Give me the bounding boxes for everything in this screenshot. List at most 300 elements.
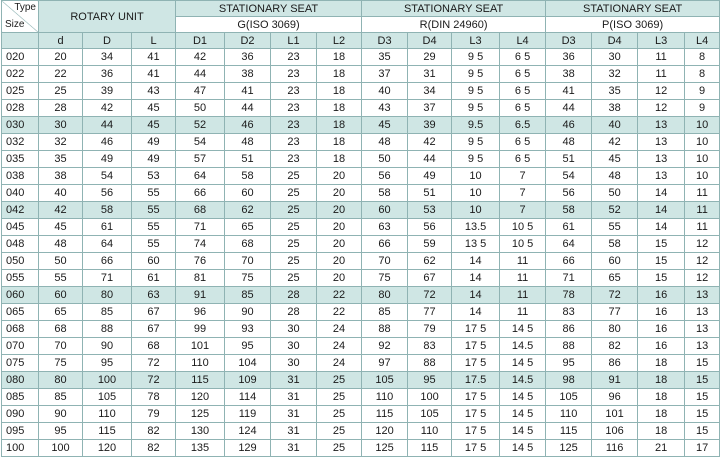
value-cell: 62	[408, 253, 452, 270]
value-cell: 95	[83, 355, 132, 372]
value-cell: 55	[132, 185, 176, 202]
value-cell: 96	[176, 304, 225, 321]
size-label: Size	[5, 19, 25, 30]
column-header: L3	[638, 33, 685, 49]
value-cell: 8	[685, 49, 720, 66]
table-row	[2, 270, 720, 287]
value-cell: 114	[225, 389, 271, 406]
value-cell: 101	[176, 338, 225, 355]
table-row	[2, 355, 720, 372]
value-cell: 15	[638, 270, 685, 287]
header-row-1	[2, 1, 720, 17]
value-cell: 52	[592, 202, 638, 219]
value-cell: 68	[176, 202, 225, 219]
value-cell: 58	[83, 202, 132, 219]
value-cell: 91	[176, 287, 225, 304]
table-row	[2, 406, 720, 423]
value-cell: 35	[362, 49, 408, 66]
size-cell: 068	[2, 321, 39, 338]
value-cell: 8	[685, 66, 720, 83]
size-cell: 035	[2, 151, 39, 168]
value-cell: 38	[225, 66, 271, 83]
value-cell: 61	[83, 219, 132, 236]
value-cell: 31	[271, 440, 317, 457]
value-cell: 25	[317, 389, 362, 406]
value-cell: 35	[592, 83, 638, 100]
value-cell: 10	[685, 151, 720, 168]
value-cell: 16	[638, 304, 685, 321]
value-cell: 93	[225, 321, 271, 338]
size-cell: 040	[2, 185, 39, 202]
table-row	[2, 219, 720, 236]
value-cell: 14 5	[500, 406, 546, 423]
value-cell: 48	[362, 134, 408, 151]
value-cell: 6.5	[500, 117, 546, 134]
value-cell: 25	[271, 202, 317, 219]
value-cell: 110	[546, 406, 592, 423]
value-cell: 15	[685, 355, 720, 372]
value-cell: 23	[271, 151, 317, 168]
value-cell: 55	[132, 219, 176, 236]
size-cell: 100	[2, 440, 39, 457]
value-cell: 56	[83, 185, 132, 202]
column-header: L1	[271, 33, 317, 49]
table-row	[2, 304, 720, 321]
value-cell: 48	[592, 168, 638, 185]
value-cell: 58	[362, 185, 408, 202]
value-cell: 77	[592, 304, 638, 321]
value-cell: 17 5	[452, 355, 500, 372]
value-cell: 79	[132, 406, 176, 423]
value-cell: 104	[225, 355, 271, 372]
value-cell: 28	[271, 304, 317, 321]
value-cell: 95	[225, 338, 271, 355]
value-cell: 58	[546, 202, 592, 219]
value-cell: 105	[408, 406, 452, 423]
value-cell: 30	[271, 355, 317, 372]
value-cell: 58	[592, 236, 638, 253]
table-row	[2, 117, 720, 134]
value-cell: 18	[638, 389, 685, 406]
value-cell: 41	[132, 66, 176, 83]
value-cell: 28	[39, 100, 83, 117]
value-cell: 18	[638, 423, 685, 440]
table-row	[2, 202, 720, 219]
value-cell: 25	[317, 406, 362, 423]
value-cell: 67	[132, 321, 176, 338]
value-cell: 22	[317, 304, 362, 321]
value-cell: 17 5	[452, 389, 500, 406]
value-cell: 92	[362, 338, 408, 355]
value-cell: 14 5	[500, 440, 546, 457]
value-cell: 11	[638, 66, 685, 83]
value-cell: 17 5	[452, 440, 500, 457]
table-row	[2, 372, 720, 389]
value-cell: 14	[638, 185, 685, 202]
value-cell: 25	[317, 423, 362, 440]
value-cell: 109	[225, 372, 271, 389]
size-cell: 070	[2, 338, 39, 355]
value-cell: 75	[39, 355, 83, 372]
value-cell: 75	[225, 270, 271, 287]
value-cell: 45	[132, 117, 176, 134]
value-cell: 43	[362, 100, 408, 117]
seat-g-header: STATIONARY SEAT	[176, 1, 362, 17]
size-cell: 050	[2, 253, 39, 270]
table-row	[2, 100, 720, 117]
value-cell: 14	[638, 219, 685, 236]
value-cell: 72	[132, 372, 176, 389]
value-cell: 88	[546, 338, 592, 355]
value-cell: 55	[592, 219, 638, 236]
value-cell: 25	[271, 270, 317, 287]
value-cell: 46	[225, 117, 271, 134]
value-cell: 42	[83, 100, 132, 117]
value-cell: 23	[271, 49, 317, 66]
table-row	[2, 83, 720, 100]
value-cell: 24	[317, 321, 362, 338]
value-cell: 45	[39, 219, 83, 236]
value-cell: 14	[452, 287, 500, 304]
value-cell: 38	[592, 100, 638, 117]
value-cell: 68	[39, 321, 83, 338]
value-cell: 10	[452, 185, 500, 202]
value-cell: 45	[132, 100, 176, 117]
value-cell: 54	[176, 134, 225, 151]
value-cell: 48	[39, 236, 83, 253]
value-cell: 31	[271, 372, 317, 389]
value-cell: 14.5	[500, 372, 546, 389]
value-cell: 78	[132, 389, 176, 406]
value-cell: 20	[39, 49, 83, 66]
value-cell: 15	[638, 236, 685, 253]
value-cell: 44	[83, 117, 132, 134]
value-cell: 91	[592, 372, 638, 389]
value-cell: 23	[271, 100, 317, 117]
column-header: D4	[592, 33, 638, 49]
value-cell: 66	[83, 253, 132, 270]
value-cell: 90	[83, 338, 132, 355]
value-cell: 88	[362, 321, 408, 338]
column-header: D3	[546, 33, 592, 49]
value-cell: 63	[362, 219, 408, 236]
value-cell: 18	[638, 355, 685, 372]
size-cell: 055	[2, 270, 39, 287]
value-cell: 115	[176, 372, 225, 389]
value-cell: 49	[83, 151, 132, 168]
size-cell: 048	[2, 236, 39, 253]
value-cell: 120	[362, 423, 408, 440]
table-row	[2, 151, 720, 168]
value-cell: 23	[271, 134, 317, 151]
value-cell: 47	[176, 83, 225, 100]
value-cell: 100	[83, 372, 132, 389]
value-cell: 74	[176, 236, 225, 253]
value-cell: 70	[362, 253, 408, 270]
value-cell: 63	[132, 287, 176, 304]
value-cell: 17	[685, 440, 720, 457]
value-cell: 18	[317, 100, 362, 117]
value-cell: 36	[83, 66, 132, 83]
value-cell: 64	[176, 168, 225, 185]
value-cell: 14	[638, 202, 685, 219]
value-cell: 34	[408, 83, 452, 100]
value-cell: 86	[592, 355, 638, 372]
value-cell: 9 5	[452, 66, 500, 83]
value-cell: 79	[408, 321, 452, 338]
value-cell: 20	[317, 270, 362, 287]
value-cell: 86	[546, 321, 592, 338]
value-cell: 42	[592, 134, 638, 151]
value-cell: 13.5	[452, 219, 500, 236]
table-row	[2, 134, 720, 151]
value-cell: 12	[638, 100, 685, 117]
value-cell: 82	[592, 338, 638, 355]
value-cell: 72	[132, 355, 176, 372]
value-cell: 44	[225, 100, 271, 117]
value-cell: 98	[546, 372, 592, 389]
value-cell: 83	[408, 338, 452, 355]
value-cell: 66	[176, 185, 225, 202]
value-cell: 34	[83, 49, 132, 66]
column-header: L4	[500, 33, 546, 49]
value-cell: 23	[271, 117, 317, 134]
value-cell: 90	[39, 406, 83, 423]
value-cell: 11	[638, 49, 685, 66]
value-cell: 29	[408, 49, 452, 66]
value-cell: 48	[546, 134, 592, 151]
value-cell: 88	[408, 355, 452, 372]
size-cell: 075	[2, 355, 39, 372]
value-cell: 10 5	[500, 219, 546, 236]
value-cell: 50	[592, 185, 638, 202]
value-cell: 15	[685, 423, 720, 440]
value-cell: 10	[452, 202, 500, 219]
value-cell: 11	[500, 270, 546, 287]
value-cell: 9 5	[452, 100, 500, 117]
value-cell: 44	[408, 151, 452, 168]
value-cell: 17 5	[452, 338, 500, 355]
value-cell: 13	[685, 338, 720, 355]
value-cell: 25	[271, 219, 317, 236]
value-cell: 12	[685, 253, 720, 270]
value-cell: 60	[132, 253, 176, 270]
value-cell: 85	[83, 304, 132, 321]
value-cell: 116	[592, 440, 638, 457]
value-cell: 14 5	[500, 355, 546, 372]
value-cell: 10	[685, 117, 720, 134]
value-cell: 96	[592, 389, 638, 406]
seat-p-header: STATIONARY SEAT	[546, 1, 720, 17]
value-cell: 10	[685, 134, 720, 151]
value-cell: 32	[39, 134, 83, 151]
value-cell: 20	[317, 168, 362, 185]
value-cell: 17 5	[452, 423, 500, 440]
value-cell: 48	[225, 134, 271, 151]
value-cell: 135	[176, 440, 225, 457]
value-cell: 10	[452, 168, 500, 185]
value-cell: 64	[546, 236, 592, 253]
value-cell: 20	[317, 253, 362, 270]
table-body	[2, 49, 720, 457]
value-cell: 13	[638, 151, 685, 168]
value-cell: 50	[362, 151, 408, 168]
value-cell: 25	[317, 372, 362, 389]
value-cell: 7	[500, 168, 546, 185]
value-cell: 16	[638, 287, 685, 304]
value-cell: 16	[638, 338, 685, 355]
size-cell: 025	[2, 83, 39, 100]
value-cell: 83	[546, 304, 592, 321]
value-cell: 25	[271, 253, 317, 270]
value-cell: 31	[408, 66, 452, 83]
value-cell: 20	[317, 185, 362, 202]
size-cell: 022	[2, 66, 39, 83]
value-cell: 37	[362, 66, 408, 83]
value-cell: 110	[362, 389, 408, 406]
value-cell: 17.5	[452, 372, 500, 389]
value-cell: 30	[271, 338, 317, 355]
value-cell: 105	[83, 389, 132, 406]
value-cell: 71	[546, 270, 592, 287]
value-cell: 18	[638, 406, 685, 423]
value-cell: 15	[638, 253, 685, 270]
column-header: L2	[317, 33, 362, 49]
size-cell: 032	[2, 134, 39, 151]
value-cell: 105	[362, 372, 408, 389]
value-cell: 15	[685, 389, 720, 406]
seat-r-header: STATIONARY SEAT	[362, 1, 546, 17]
value-cell: 110	[176, 355, 225, 372]
value-cell: 72	[592, 287, 638, 304]
value-cell: 54	[546, 168, 592, 185]
value-cell: 61	[132, 270, 176, 287]
value-cell: 115	[408, 440, 452, 457]
value-cell: 9	[685, 100, 720, 117]
size-cell: 080	[2, 372, 39, 389]
value-cell: 17 5	[452, 406, 500, 423]
value-cell: 68	[225, 236, 271, 253]
value-cell: 129	[225, 440, 271, 457]
value-cell: 95	[546, 355, 592, 372]
value-cell: 35	[39, 151, 83, 168]
value-cell: 14 5	[500, 389, 546, 406]
value-cell: 9.5	[452, 117, 500, 134]
value-cell: 95	[39, 423, 83, 440]
value-cell: 38	[546, 66, 592, 83]
value-cell: 50	[176, 100, 225, 117]
value-cell: 49	[132, 134, 176, 151]
value-cell: 31	[271, 389, 317, 406]
value-cell: 13	[638, 168, 685, 185]
value-cell: 39	[408, 117, 452, 134]
column-header: D1	[176, 33, 225, 49]
value-cell: 46	[83, 134, 132, 151]
value-cell: 55	[39, 270, 83, 287]
value-cell: 72	[408, 287, 452, 304]
value-cell: 36	[225, 49, 271, 66]
value-cell: 51	[408, 185, 452, 202]
value-cell: 54	[83, 168, 132, 185]
value-cell: 6 5	[500, 49, 546, 66]
value-cell: 18	[317, 49, 362, 66]
size-cell: 095	[2, 423, 39, 440]
value-cell: 6 5	[500, 134, 546, 151]
value-cell: 31	[271, 423, 317, 440]
value-cell: 25	[317, 440, 362, 457]
value-cell: 55	[132, 236, 176, 253]
value-cell: 97	[362, 355, 408, 372]
value-cell: 105	[546, 389, 592, 406]
value-cell: 110	[408, 423, 452, 440]
value-cell: 80	[39, 372, 83, 389]
value-cell: 70	[39, 338, 83, 355]
value-cell: 13	[685, 321, 720, 338]
column-header: D3	[362, 33, 408, 49]
value-cell: 56	[546, 185, 592, 202]
value-cell: 44	[546, 100, 592, 117]
table-row	[2, 423, 720, 440]
value-cell: 46	[546, 117, 592, 134]
value-cell: 14	[452, 304, 500, 321]
value-cell: 7	[500, 185, 546, 202]
value-cell: 53	[408, 202, 452, 219]
value-cell: 37	[408, 100, 452, 117]
value-cell: 43	[132, 83, 176, 100]
value-cell: 10	[685, 168, 720, 185]
value-cell: 18	[317, 117, 362, 134]
value-cell: 44	[176, 66, 225, 83]
value-cell: 6 5	[500, 83, 546, 100]
value-cell: 65	[592, 270, 638, 287]
value-cell: 50	[39, 253, 83, 270]
value-cell: 88	[83, 321, 132, 338]
value-cell: 99	[176, 321, 225, 338]
column-header: D4	[408, 33, 452, 49]
value-cell: 70	[225, 253, 271, 270]
value-cell: 115	[362, 406, 408, 423]
table-row	[2, 49, 720, 66]
value-cell: 120	[176, 389, 225, 406]
value-cell: 67	[132, 304, 176, 321]
value-cell: 13	[638, 117, 685, 134]
size-cell: 060	[2, 287, 39, 304]
value-cell: 13	[685, 304, 720, 321]
value-cell: 66	[546, 253, 592, 270]
value-cell: 81	[176, 270, 225, 287]
value-cell: 101	[592, 406, 638, 423]
value-cell: 6 5	[500, 66, 546, 83]
value-cell: 60	[362, 202, 408, 219]
value-cell: 11	[500, 304, 546, 321]
value-cell: 30	[39, 117, 83, 134]
size-cell: 020	[2, 49, 39, 66]
value-cell: 57	[176, 151, 225, 168]
value-cell: 49	[132, 151, 176, 168]
value-cell: 68	[132, 338, 176, 355]
value-cell: 17 5	[452, 321, 500, 338]
type-label: Type	[14, 2, 36, 13]
size-cell: 030	[2, 117, 39, 134]
value-cell: 12	[638, 83, 685, 100]
value-cell: 30	[592, 49, 638, 66]
value-cell: 125	[176, 406, 225, 423]
value-cell: 75	[362, 270, 408, 287]
r-standard-header: R(DIN 24960)	[362, 17, 546, 33]
value-cell: 59	[408, 236, 452, 253]
value-cell: 40	[592, 117, 638, 134]
value-cell: 18	[638, 372, 685, 389]
